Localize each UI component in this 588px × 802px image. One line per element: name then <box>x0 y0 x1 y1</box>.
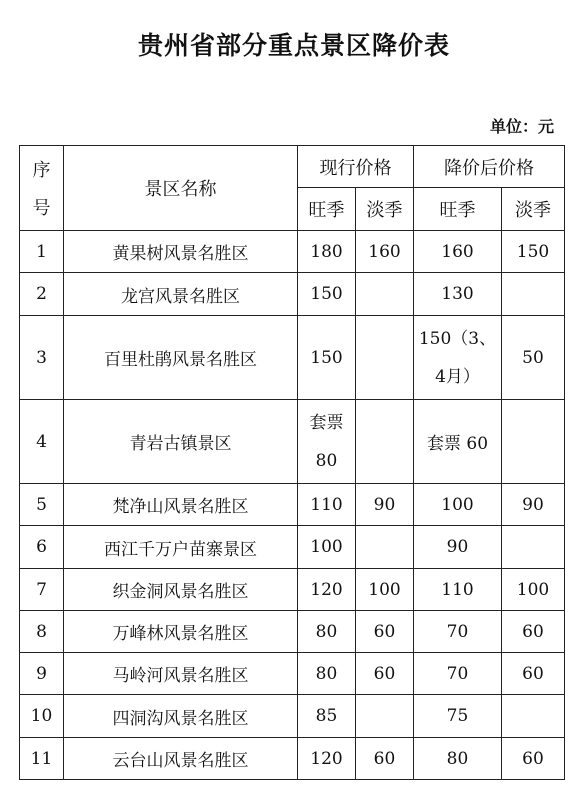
new-off-cell: 90 <box>502 484 565 526</box>
table-header-row <box>20 146 565 188</box>
unit-label: 单位：元 <box>489 117 554 136</box>
seq-header <box>20 146 64 231</box>
table-row <box>20 484 565 526</box>
new-off-cell: 60 <box>502 738 565 780</box>
reduced-off-header: 淡季 <box>502 188 565 231</box>
name-cell: 马岭河风景名胜区 <box>64 653 298 695</box>
cur-off-cell: 100 <box>356 569 414 611</box>
cur-peak-cell: 180 <box>298 231 356 273</box>
cur-off-cell <box>356 273 414 316</box>
current-off-header: 淡季 <box>356 188 414 231</box>
cur-peak-cell: 120 <box>298 738 356 780</box>
price-table <box>19 145 565 780</box>
table-row <box>20 526 565 569</box>
seq-cell: 2 <box>20 273 64 316</box>
cur-off-cell: 60 <box>356 738 414 780</box>
cur-peak-cell: 80 <box>298 611 356 653</box>
cur-off-cell <box>356 695 414 738</box>
cur-peak-cell: 150 <box>298 316 356 400</box>
cur-peak-cell: 85 <box>298 695 356 738</box>
cur-peak-cell: 80 <box>298 653 356 695</box>
table-row <box>20 695 565 738</box>
seq-cell: 9 <box>20 653 64 695</box>
new-off-cell <box>502 273 565 316</box>
new-off-cell <box>502 526 565 569</box>
seq-cell: 1 <box>20 231 64 273</box>
new-peak-cell: 80 <box>414 738 502 780</box>
cur-off-cell <box>356 526 414 569</box>
new-peak-line2: 4月） <box>435 366 480 387</box>
cur-peak-cell <box>298 400 356 484</box>
cur-off-cell <box>356 400 414 484</box>
name-cell: 青岩古镇景区 <box>64 400 298 484</box>
name-cell: 万峰林风景名胜区 <box>64 611 298 653</box>
current-price-header: 现行价格 <box>298 146 414 188</box>
table-row <box>20 569 565 611</box>
new-peak-cell: 套票 60 <box>414 400 502 484</box>
cur-peak-cell: 110 <box>298 484 356 526</box>
table-row <box>20 273 565 316</box>
name-header: 景区名称 <box>64 146 298 231</box>
table-row <box>20 231 565 273</box>
seq-cell: 5 <box>20 484 64 526</box>
new-off-cell <box>502 695 565 738</box>
name-cell: 云台山风景名胜区 <box>64 738 298 780</box>
cur-off-cell <box>356 316 414 400</box>
table-row <box>20 316 565 400</box>
new-peak-line1: 150（3、 <box>418 328 497 349</box>
table-row <box>20 400 565 484</box>
seq-cell: 7 <box>20 569 64 611</box>
new-off-cell: 100 <box>502 569 565 611</box>
new-peak-cell: 90 <box>414 526 502 569</box>
seq-header-line2: 号 <box>32 198 51 219</box>
name-cell: 织金洞风景名胜区 <box>64 569 298 611</box>
new-peak-cell <box>414 316 502 400</box>
table-row <box>20 611 565 653</box>
cur-off-cell: 160 <box>356 231 414 273</box>
cur-peak-cell: 150 <box>298 273 356 316</box>
name-cell: 梵净山风景名胜区 <box>64 484 298 526</box>
new-peak-cell: 130 <box>414 273 502 316</box>
name-cell: 四洞沟风景名胜区 <box>64 695 298 738</box>
reduced-peak-header: 旺季 <box>414 188 502 231</box>
seq-cell: 3 <box>20 316 64 400</box>
cur-peak-cell: 120 <box>298 569 356 611</box>
new-off-cell: 60 <box>502 611 565 653</box>
seq-cell: 4 <box>20 400 64 484</box>
seq-cell: 8 <box>20 611 64 653</box>
name-cell: 西江千万户苗寨景区 <box>64 526 298 569</box>
seq-cell: 10 <box>20 695 64 738</box>
new-off-cell: 150 <box>502 231 565 273</box>
cur-peak-cell: 100 <box>298 526 356 569</box>
seq-cell: 6 <box>20 526 64 569</box>
name-cell: 黄果树风景名胜区 <box>64 231 298 273</box>
new-peak-cell: 110 <box>414 569 502 611</box>
new-peak-cell: 160 <box>414 231 502 273</box>
table-row <box>20 738 565 780</box>
seq-cell: 11 <box>20 738 64 780</box>
cur-off-cell: 60 <box>356 653 414 695</box>
new-off-cell: 60 <box>502 653 565 695</box>
page-title: 贵州省部分重点景区降价表 <box>137 31 450 60</box>
cur-peak-line1: 套票 <box>309 412 344 433</box>
new-off-cell: 50 <box>502 316 565 400</box>
new-peak-cell: 75 <box>414 695 502 738</box>
new-peak-cell: 70 <box>414 611 502 653</box>
table-row <box>20 653 565 695</box>
current-peak-header: 旺季 <box>298 188 356 231</box>
name-cell: 龙宫风景名胜区 <box>64 273 298 316</box>
cur-off-cell: 90 <box>356 484 414 526</box>
new-peak-cell: 70 <box>414 653 502 695</box>
cur-off-cell: 60 <box>356 611 414 653</box>
new-off-cell <box>502 400 565 484</box>
name-cell: 百里杜鹃风景名胜区 <box>64 316 298 400</box>
cur-peak-line2: 80 <box>315 450 338 471</box>
reduced-price-header: 降价后价格 <box>414 146 565 188</box>
seq-header-line1: 序 <box>32 160 51 181</box>
new-peak-cell: 100 <box>414 484 502 526</box>
